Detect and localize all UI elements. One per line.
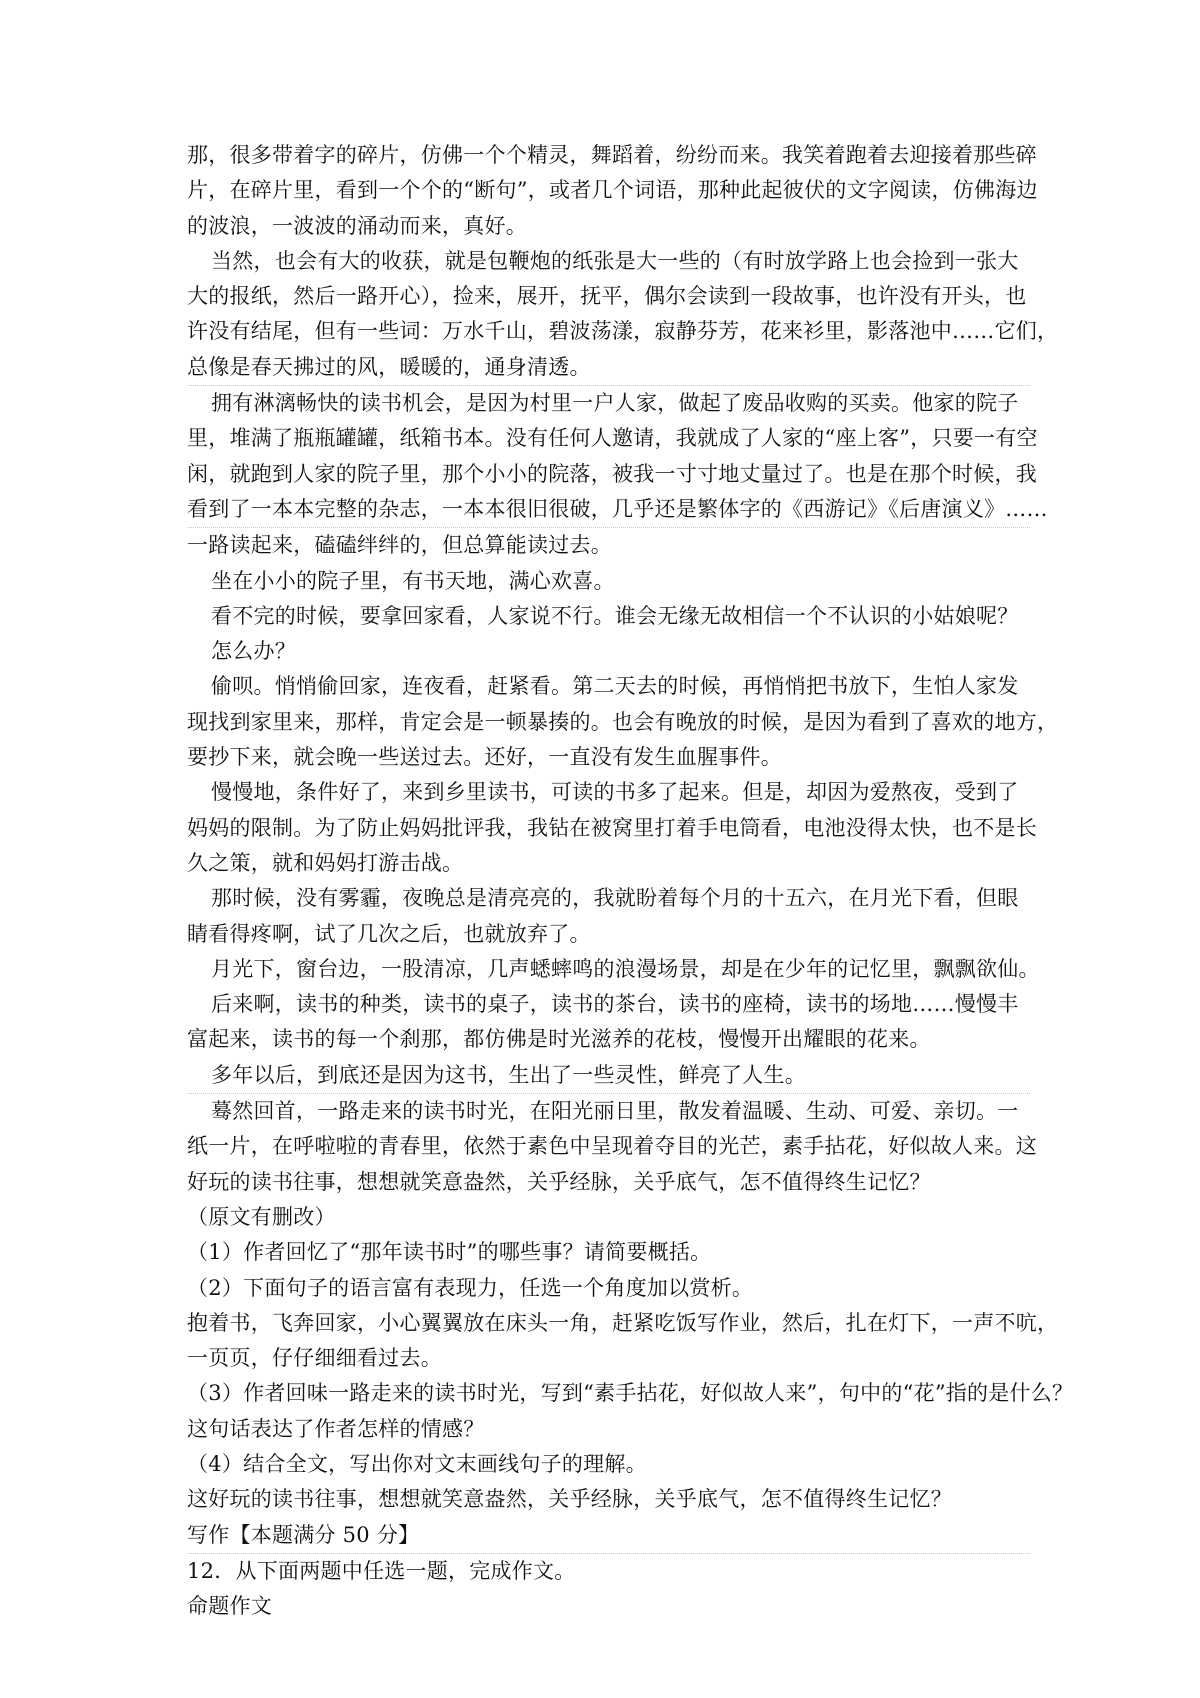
text-line: 看不完的时候，要拿回家看，人家说不行。谁会无缘无故相信一个不认识的小姑娘呢？	[211, 603, 1019, 628]
text-line: 一路读起来，磕磕绊绊的，但总算能读过去。	[187, 533, 612, 558]
text-line: 命题作文	[187, 1594, 272, 1619]
text-line: 写作【本题满分 50 分】	[187, 1518, 1030, 1554]
text-line: 拥有淋漓畅快的读书机会，是因为村里一户人家，做起了废品收购的买卖。他家的院子	[211, 391, 1019, 416]
text-line: 那，很多带着字的碎片，仿佛一个个精灵，舞蹈着，纷纷而来。我笑着跑着去迎接着那些碎	[187, 143, 1037, 167]
text-line: 富起来，读书的每一个刹那，都仿佛是时光滋养的花枝，慢慢开出耀眼的花来。	[187, 1027, 931, 1052]
text-line: 12．从下面两题中任选一题，完成作文。	[187, 1558, 576, 1583]
text-line: 蓦然回首，一路走来的读书时光，在阳光丽日里，散发着温暖、生动、可爱、亲切。一	[211, 1099, 1019, 1124]
text-line: 许没有结尾，但有一些词：万水千山，碧波荡漾，寂静芬芳，花来衫里，影落池中……它们，	[187, 319, 1059, 344]
text-line: 抱着书，飞奔回家，小心翼翼放在床头一角，赶紧吃饭写作业，然后，扎在灯下，一声不吭，	[187, 1310, 1059, 1335]
text-line: 一页页，仔仔细细看过去。	[187, 1346, 442, 1371]
text-line: （原文有删改）	[187, 1204, 336, 1229]
text-line: 那时候，没有雾霾，夜晚总是清亮亮的，我就盼着每个月的十五六，在月光下看，但眼	[211, 886, 1019, 911]
text-line: 里，堆满了瓶瓶罐罐，纸箱书本。没有任何人邀请，我就成了人家的“座上客”，只要一有空	[187, 426, 1038, 451]
text-line: 当然，也会有大的收获，就是包鞭炮的纸张是大一些的（有时放学路上也会捡到一张大	[211, 248, 1019, 273]
text-line: 妈妈的限制。为了防止妈妈批评我，我钻在被窝里打着手电筒看，电池没得太快，也不是长	[187, 815, 1037, 840]
text-line: 偷呗。悄悄偷回家，连夜看，赶紧看。第二天去的时候，再悄悄把书放下，生怕人家发	[211, 674, 1019, 699]
text-line: （1）作者回忆了“那年读书时”的哪些事？请简要概括。	[187, 1240, 712, 1265]
text-line: 现找到家里来，那样，肯定会是一顿暴揍的。也会有晚放的时候，是因为看到了喜欢的地方，	[187, 709, 1059, 734]
text-line: （4）结合全文，写出你对文末画线句子的理解。	[187, 1451, 647, 1476]
text-line: 这好玩的读书往事，想想就笑意盎然，关乎经脉，关乎底气，怎不值得终生记忆？	[187, 1487, 952, 1512]
text-line: 纸一片，在呼啦啦的青春里，依然于素色中呈现着夺目的光芒，素手拈花，好似故人来。这	[187, 1134, 1037, 1159]
text-line: 看到了一本本完整的杂志，一本本很旧很破，几乎还是繁体字的《西游记》《后唐演义》……	[187, 492, 1030, 528]
text-line: 坐在小小的院子里，有书天地，满心欢喜。	[211, 568, 615, 593]
text-line: （2）下面句子的语言富有表现力，任选一个角度加以赏析。	[187, 1275, 754, 1300]
document-body	[187, 138, 1074, 1624]
text-line: 闲，就跑到人家的院子里，那个小小的院落，被我一寸寸地丈量过了。也是在那个时候，我	[187, 461, 1037, 486]
text-line: 月光下，窗台边，一股清凉，几声蟋蟀鸣的浪漫场景，却是在少年的记忆里，飘飘欲仙。	[211, 956, 1040, 981]
text-line: 的波浪，一波波的涌动而来，真好。	[187, 213, 527, 238]
text-line: 久之策，就和妈妈打游击战。	[187, 850, 464, 875]
text-line: 睛看得疼啊，试了几次之后，也就放弃了。	[187, 921, 591, 946]
text-line: 怎么办？	[211, 639, 296, 664]
text-line: 片，在碎片里，看到一个个的“断句”，或者几个词语，那种此起彼伏的文字阅读，仿佛海边	[187, 178, 1038, 203]
text-line: 要抄下来，就会晚一些送过去。还好，一直没有发生血腥事件。	[187, 745, 782, 770]
text-line: 慢慢地，条件好了，来到乡里读书，可读的书多了起来。但是，却因为爱熬夜，受到了	[211, 780, 1019, 805]
text-line: 后来啊，读书的种类，读书的桌子，读书的茶台，读书的座椅，读书的场地……慢慢丰	[211, 992, 1019, 1017]
text-line: 好玩的读书往事，想想就笑意盎然，关乎经脉，关乎底气，怎不值得终生记忆？	[187, 1169, 931, 1194]
text-line: （3）作者回味一路走来的读书时光，写到“素手拈花，好似故人来”，句中的“花”指的是什么？	[187, 1381, 1074, 1406]
text-line: 多年以后，到底还是因为这书，生出了一些灵性，鲜亮了人生。	[187, 1058, 1030, 1094]
text-line: 大的报纸，然后一路开心），捡来，展开，抚平，偶尔会读到一段故事，也许没有开头，也	[187, 284, 1027, 309]
text-line: 这句话表达了作者怎样的情感？	[187, 1416, 485, 1441]
text-line: 总像是春天拂过的风，暖暖的，通身清透。	[187, 350, 1030, 386]
